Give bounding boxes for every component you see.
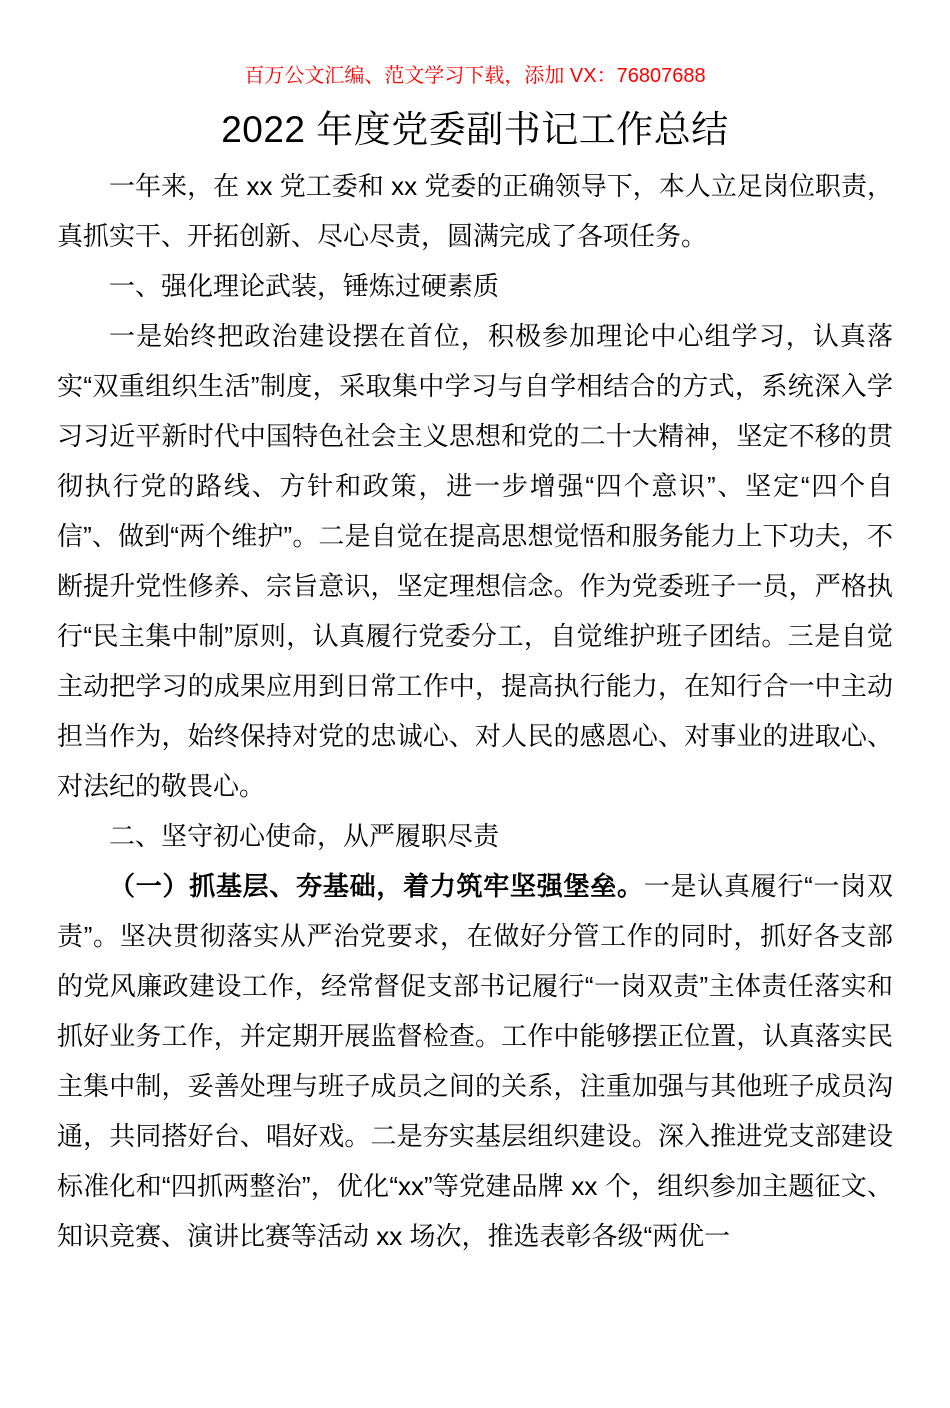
paragraph-intro: 一年来，在 xx 党工委和 xx 党委的正确领导下，本人立足岗位职责，真抓实干、开拓创新、尽心尽责，圆满完成了各项任务。	[57, 171, 893, 251]
paragraph-section-1: 一是始终把政治建设摆在首位，积极参加理论中心组学习，认真落实“双重组织生活”制度，采取集中学习与自学相结合的方式，系统深入学习习近平新时代中国特色社会主义思想和党的二十大精神，坚定不移的贯彻执行党的路线、方针和政策，进一步增强“四个意识”、坚定“四个自信”、做到“两个维护”。二是自觉在提高思想觉悟和服务能力上下功夫，不断提升党性修养、宗旨意识，坚定理想信念。作为党委班子一员，严格执行“民主集中制”原则，认真履行党委分工，自觉维护班子团结。三是自觉主动把学习的成果应用到日常工作中，提高执行能力，在知行合一中主动担当作为，始终保持对党的忠诚心、对人民的感恩心、对事业的进取心、对法纪的敬畏心。	[57, 321, 893, 801]
document-body	[57, 161, 893, 1261]
paragraph-section-2-body: 一是认真履行“一岗双责”。坚决贯彻落实从严治党要求，在做好分管工作的同时，抓好各支部的党风廉政建设工作，经常督促支部书记履行“一岗双责”主体责任落实和抓好业务工作，并定期开展监督检查。工作中能够摆正位置，认真落实民主集中制，妥善处理与班子成员之间的关系，注重加强与其他班子成员沟通，共同搭好台、唱好戏。二是夯实基层组织建设。深入推进党支部建设标准化和“四抓两整治”，优化“xx”等党建品牌 xx 个，组织参加主题征文、知识竞赛、演讲比赛等活动 xx 场次，推选表彰各级“两优一	[57, 871, 893, 1251]
section-heading-2: 二、坚守初心使命，从严履职尽责	[109, 821, 500, 851]
paragraph-section-2	[57, 861, 893, 1261]
watermark-notice: 百万公文汇编、范文学习下载，添加 VX：76807688	[244, 65, 706, 87]
document-page	[0, 64, 950, 1261]
paragraph-section-2-bold-lead: （一）抓基层、夯基础，着力筑牢坚强堡垒。	[109, 871, 644, 901]
document-title: 2022 年度党委副书记工作总结	[221, 109, 729, 150]
section-heading-1: 一、强化理论武装，锤炼过硬素质	[109, 271, 500, 301]
